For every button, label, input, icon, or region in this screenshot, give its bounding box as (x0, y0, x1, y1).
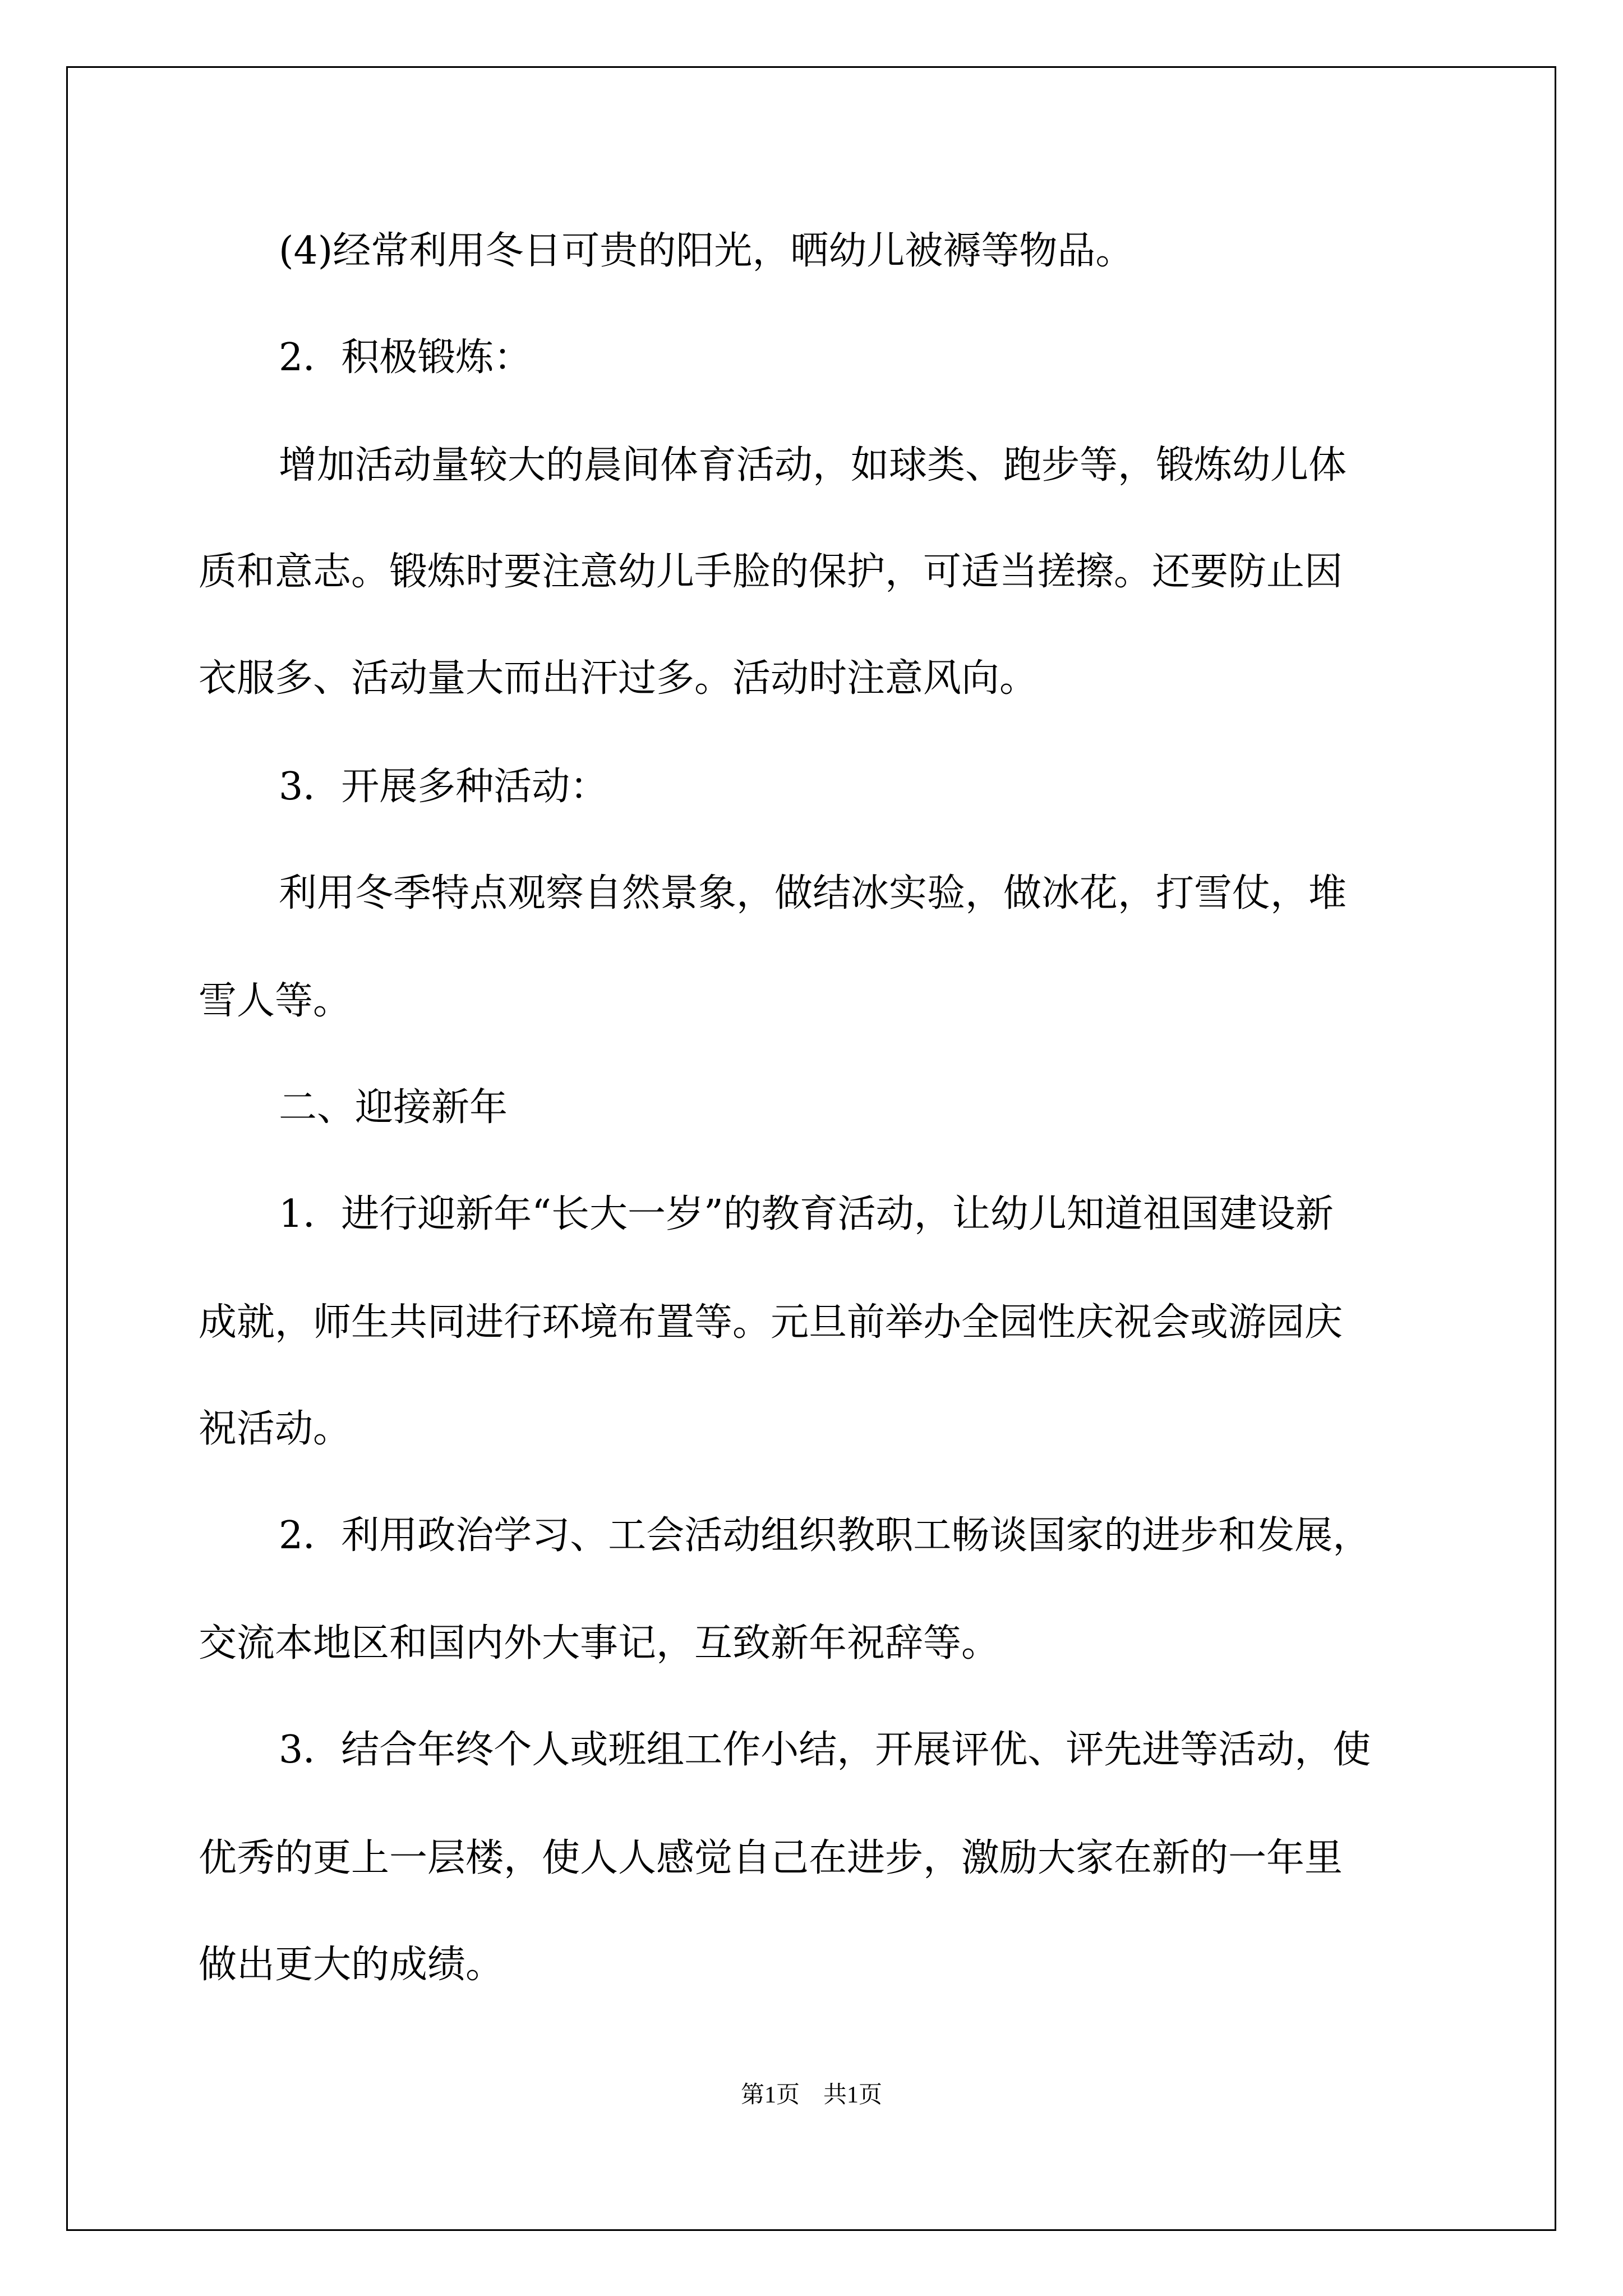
text-line-12: 祝活动。 (199, 1407, 352, 1451)
text-line-4: 质和意志。锻炼时要注意幼儿手脸的保护，可适当搓擦。还要防止因 (199, 550, 1343, 594)
page-border (66, 66, 1556, 2231)
text-line-2: 2．积极锻炼： (279, 335, 532, 380)
text-line-16: 优秀的更上一层楼，使人人感觉自己在进步，激励大家在新的一年里 (199, 1836, 1343, 1880)
text-line-11: 成就，师生共同进行环境布置等。元旦前举办全园性庆祝会或游园庆 (199, 1300, 1343, 1345)
text-line-14: 交流本地区和国内外大事记，互致新年祝辞等。 (199, 1621, 1000, 1665)
text-line-17: 做出更大的成绩。 (199, 1943, 504, 1987)
text-line-15: 3．结合年终个人或班组工作小结，开展评优、评先进等活动，使 (279, 1728, 1371, 1772)
text-line-10: 1．进行迎新年“长大一岁”的教育活动，让幼儿知道祖国建设新 (279, 1192, 1334, 1236)
page-footer: 第1页 共1页 (740, 2082, 882, 2108)
text-line-3: 增加活动量较大的晨间体育活动，如球类、跑步等，锻炼幼儿体 (279, 443, 1347, 487)
text-line-6: 3．开展多种活动： (279, 765, 608, 809)
text-line-8: 雪人等。 (199, 979, 352, 1023)
text-line-1: (4)经常利用冬日可贵的阳光，晒幼儿被褥等物品。 (279, 229, 1134, 273)
text-line-9: 二、迎接新年 (279, 1085, 508, 1130)
text-line-5: 衣服多、活动量大而出汗过多。活动时注意风向。 (199, 656, 1038, 701)
text-line-13: 2．利用政治学习、工会活动组织教职工畅谈国家的进步和发展， (279, 1513, 1371, 1558)
text-line-7: 利用冬季特点观察自然景象，做结冰实验，做冰花，打雪仗，堆 (279, 871, 1347, 915)
